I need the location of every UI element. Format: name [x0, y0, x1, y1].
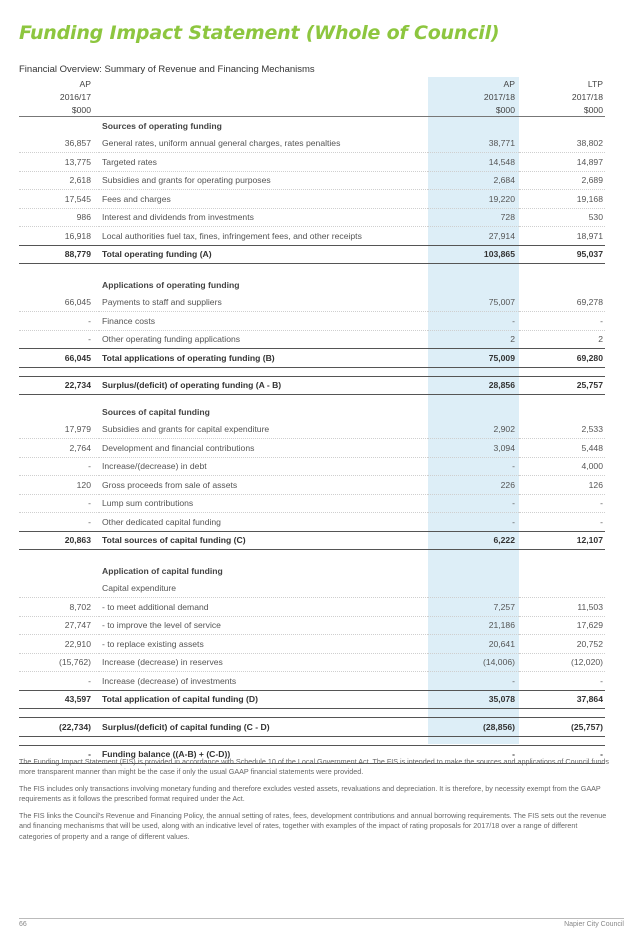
section-heading-row	[19, 403, 605, 421]
row-label: Fees and charges	[99, 190, 428, 209]
cell-ap-2016-17	[19, 580, 99, 598]
table-row	[19, 439, 605, 458]
page-title: Funding Impact Statement (Whole of Council)	[19, 22, 500, 44]
cell-ap-2016-17: 20,863	[19, 531, 99, 550]
cell-ap-2016-17: -	[19, 745, 99, 764]
cell-ltp-2017-18: 4,000	[519, 457, 605, 476]
cell-ap-2017-18: 226	[428, 476, 519, 495]
table-row	[19, 190, 605, 209]
cell-ap-2016-17: -	[19, 513, 99, 532]
row-label: Funding balance ((A-B) + (C-D))	[99, 745, 428, 764]
table-row	[19, 294, 605, 312]
table-row	[19, 227, 605, 246]
cell-ltp-2017-18	[519, 580, 605, 598]
cell-ap-2017-18: -	[428, 312, 519, 331]
total-row	[19, 376, 605, 395]
cell-ltp-2017-18: 126	[519, 476, 605, 495]
row-label: General rates, uniform annual general charges, rates penalties	[99, 135, 428, 153]
header-ap-2017-18-line2: 2017/18	[483, 91, 515, 102]
header-ap-2016-17-line1: AP	[79, 78, 91, 89]
page-number: 66	[19, 921, 27, 928]
section-heading-row	[19, 562, 605, 580]
row-label: Gross proceeds from sale of assets	[99, 476, 428, 495]
cell-ap-2017-18: 21,186	[428, 616, 519, 635]
cell-ltp-2017-18: (12,020)	[519, 653, 605, 672]
footer-divider	[19, 918, 624, 919]
spacer-row	[19, 709, 605, 718]
cell-ap-2016-17: (22,734)	[19, 718, 99, 737]
row-label: Surplus/(deficit) of capital funding (C - D)	[99, 718, 428, 737]
cell-ltp-2017-18: 2,689	[519, 171, 605, 190]
cell-ap-2017-18: 75,009	[428, 349, 519, 368]
cell-ap-2017-18: 35,078	[428, 690, 519, 709]
cell-ltp-2017-18: 38,802	[519, 135, 605, 153]
cell-ap-2017-18: 20,641	[428, 635, 519, 654]
cell-ap-2016-17: 66,045	[19, 349, 99, 368]
table-row	[19, 457, 605, 476]
table-row	[19, 598, 605, 617]
cell-ltp-2017-18: -	[519, 672, 605, 691]
cell-ltp-2017-18	[519, 403, 605, 421]
row-label: Other dedicated capital funding	[99, 513, 428, 532]
table-row	[19, 513, 605, 532]
cell-ap-2016-17: 2,618	[19, 171, 99, 190]
table-row	[19, 616, 605, 635]
cell-ap-2016-17	[19, 276, 99, 294]
note-paragraph: The FIS links the Council's Revenue and Financing Policy, the annual setting of rates, fees, development contributions and annual borrowing requirements. The FIS sets out the revenue and financing mechanisms that will be used, along with an indicative level of rates, together with examples of the impact of rating proposals for 2017/18 over a range of different categories of property and a range of different values.	[19, 810, 607, 841]
table-row	[19, 153, 605, 172]
header-ap-2016-17-line3: $000	[19, 103, 99, 117]
table-row	[19, 421, 605, 439]
cell-ltp-2017-18: 25,757	[519, 376, 605, 395]
table-row	[19, 580, 605, 598]
note-paragraph: The FIS includes only transactions involving monetary funding and therefore excludes vested assets, revaluations and depreciation. It is therefore, by necessity exempt from the GAAP requirements as it follows the prescribed format required under the Act.	[19, 783, 601, 804]
header-ap-2017-18-line1: AP	[503, 78, 515, 89]
spacer-row	[19, 736, 605, 745]
cell-ap-2017-18	[428, 580, 519, 598]
cell-ap-2017-18: 728	[428, 208, 519, 227]
table-row	[19, 635, 605, 654]
cell-ltp-2017-18: 5,448	[519, 439, 605, 458]
spacer-row	[19, 367, 605, 376]
cell-ltp-2017-18: 12,107	[519, 531, 605, 550]
row-label: Total applications of operating funding (B)	[99, 349, 428, 368]
table-row	[19, 171, 605, 190]
cell-ap-2017-18: (28,856)	[428, 718, 519, 737]
cell-ap-2016-17: 43,597	[19, 690, 99, 709]
table-row	[19, 653, 605, 672]
cell-ap-2017-18: 19,220	[428, 190, 519, 209]
cell-ap-2016-17: (15,762)	[19, 653, 99, 672]
cell-ap-2016-17: 13,775	[19, 153, 99, 172]
row-label: Increase/(decrease) in debt	[99, 457, 428, 476]
spacer-row	[19, 550, 605, 563]
cell-ap-2017-18	[428, 276, 519, 294]
cell-ap-2016-17: 986	[19, 208, 99, 227]
row-label: Application of capital funding	[102, 565, 223, 576]
cell-ap-2017-18: 6,222	[428, 531, 519, 550]
row-label: Subsidies and grants for operating purposes	[99, 171, 428, 190]
cell-ap-2016-17: 120	[19, 476, 99, 495]
table-row	[19, 135, 605, 153]
row-label: Sources of operating funding	[102, 120, 222, 131]
cell-ap-2017-18: -	[428, 513, 519, 532]
total-row	[19, 349, 605, 368]
row-label: Finance costs	[99, 312, 428, 331]
header-ap-2016-17-line2: 2016/17	[59, 91, 91, 102]
row-label: Sources of capital funding	[102, 406, 210, 417]
cell-ap-2017-18: 27,914	[428, 227, 519, 246]
cell-ltp-2017-18: 37,864	[519, 690, 605, 709]
row-label: - to improve the level of service	[99, 616, 428, 635]
row-label: Interest and dividends from investments	[99, 208, 428, 227]
cell-ap-2017-18: 2,684	[428, 171, 519, 190]
cell-ltp-2017-18: 69,278	[519, 294, 605, 312]
cell-ap-2016-17: 88,779	[19, 245, 99, 264]
spacer-row	[19, 395, 605, 404]
funding-impact-table	[19, 77, 605, 764]
total-row	[19, 531, 605, 550]
cell-ap-2017-18: -	[428, 672, 519, 691]
cell-ap-2016-17: 17,545	[19, 190, 99, 209]
cell-ltp-2017-18	[519, 562, 605, 580]
cell-ltp-2017-18: -	[519, 745, 605, 764]
cell-ap-2017-18: 28,856	[428, 376, 519, 395]
section-heading-row	[19, 117, 605, 135]
total-row	[19, 690, 605, 709]
row-label: - to replace existing assets	[99, 635, 428, 654]
row-label: Surplus/(deficit) of operating funding (A - B)	[99, 376, 428, 395]
cell-ap-2016-17: 66,045	[19, 294, 99, 312]
cell-ltp-2017-18: 2,533	[519, 421, 605, 439]
cell-ap-2017-18: 2,902	[428, 421, 519, 439]
cell-ap-2017-18	[428, 403, 519, 421]
cell-ap-2016-17: -	[19, 312, 99, 331]
cell-ap-2017-18	[428, 562, 519, 580]
cell-ap-2016-17: -	[19, 672, 99, 691]
header-ltp-2017-18-line2: 2017/18	[571, 91, 603, 102]
table-body	[19, 117, 605, 764]
header-ltp-2017-18-line1: LTP	[587, 78, 603, 89]
row-label: Targeted rates	[99, 153, 428, 172]
cell-ap-2017-18: -	[428, 494, 519, 513]
row-label: Increase (decrease) in reserves	[99, 653, 428, 672]
cell-ap-2016-17: 36,857	[19, 135, 99, 153]
cell-ap-2016-17	[19, 117, 99, 135]
cell-ap-2016-17: -	[19, 457, 99, 476]
cell-ap-2016-17: 27,747	[19, 616, 99, 635]
cell-ltp-2017-18: -	[519, 513, 605, 532]
cell-ltp-2017-18	[519, 276, 605, 294]
cell-ap-2016-17: 22,910	[19, 635, 99, 654]
cell-ap-2017-18: 3,094	[428, 439, 519, 458]
cell-ap-2017-18: 103,865	[428, 245, 519, 264]
row-label: - to meet additional demand	[99, 598, 428, 617]
cell-ap-2016-17: 16,918	[19, 227, 99, 246]
row-label: Local authorities fuel tax, fines, infringement fees, and other receipts	[99, 227, 428, 246]
row-label: Applications of operating funding	[102, 279, 240, 290]
cell-ap-2016-17	[19, 562, 99, 580]
cell-ap-2016-17: 8,702	[19, 598, 99, 617]
table-row	[19, 494, 605, 513]
row-label: Total operating funding (A)	[99, 245, 428, 264]
table-row	[19, 312, 605, 331]
table-row	[19, 672, 605, 691]
total-row	[19, 245, 605, 264]
row-label: Other operating funding applications	[99, 330, 428, 349]
table-subtitle: Financial Overview: Summary of Revenue and Financing Mechanisms	[19, 64, 315, 75]
header-ap-2017-18-line3: $000	[428, 103, 519, 117]
cell-ltp-2017-18: 530	[519, 208, 605, 227]
table-row	[19, 476, 605, 495]
row-label: Increase (decrease) of investments	[99, 672, 428, 691]
cell-ap-2017-18: 14,548	[428, 153, 519, 172]
footer-organisation: Napier City Council	[564, 921, 624, 928]
cell-ap-2017-18: 38,771	[428, 135, 519, 153]
row-label: Lump sum contributions	[99, 494, 428, 513]
cell-ap-2016-17: -	[19, 494, 99, 513]
cell-ltp-2017-18: 11,503	[519, 598, 605, 617]
header-ltp-2017-18-line3: $000	[519, 103, 605, 117]
total-row	[19, 718, 605, 737]
cell-ltp-2017-18: -	[519, 494, 605, 513]
row-label: Payments to staff and suppliers	[99, 294, 428, 312]
cell-ltp-2017-18: 17,629	[519, 616, 605, 635]
spacer-row	[19, 264, 605, 277]
row-label: Capital expenditure	[99, 580, 428, 598]
cell-ap-2017-18	[428, 117, 519, 135]
cell-ltp-2017-18: 19,168	[519, 190, 605, 209]
cell-ap-2016-17	[19, 403, 99, 421]
cell-ap-2017-18: 7,257	[428, 598, 519, 617]
cell-ltp-2017-18: 20,752	[519, 635, 605, 654]
cell-ap-2016-17: 2,764	[19, 439, 99, 458]
cell-ap-2017-18: 2	[428, 330, 519, 349]
cell-ap-2017-18: (14,006)	[428, 653, 519, 672]
row-label: Total application of capital funding (D)	[99, 690, 428, 709]
notes	[19, 757, 609, 848]
note-paragraph: The Funding Impact Statement (FIS) is provided in accordance with Schedule 10 of the Local Government Act. The FIS is intended to make the sources and applications of Council funds more transparent manner than might be the case if only the usual GAAP financial statements were provided.	[19, 757, 609, 777]
cell-ap-2016-17: -	[19, 330, 99, 349]
row-label: Subsidies and grants for capital expenditure	[99, 421, 428, 439]
cell-ap-2016-17: 22,734	[19, 376, 99, 395]
cell-ap-2017-18: -	[428, 457, 519, 476]
cell-ap-2016-17: 17,979	[19, 421, 99, 439]
cell-ltp-2017-18: 2	[519, 330, 605, 349]
cell-ltp-2017-18: 18,971	[519, 227, 605, 246]
section-heading-row	[19, 276, 605, 294]
cell-ltp-2017-18: -	[519, 312, 605, 331]
cell-ltp-2017-18: 95,037	[519, 245, 605, 264]
table-row	[19, 330, 605, 349]
table-row	[19, 208, 605, 227]
cell-ltp-2017-18: (25,757)	[519, 718, 605, 737]
row-label: Total sources of capital funding (C)	[99, 531, 428, 550]
cell-ltp-2017-18: 69,280	[519, 349, 605, 368]
row-label: Development and financial contributions	[99, 439, 428, 458]
cell-ltp-2017-18: 14,897	[519, 153, 605, 172]
cell-ltp-2017-18	[519, 117, 605, 135]
cell-ap-2017-18: -	[428, 745, 519, 764]
cell-ap-2017-18: 75,007	[428, 294, 519, 312]
